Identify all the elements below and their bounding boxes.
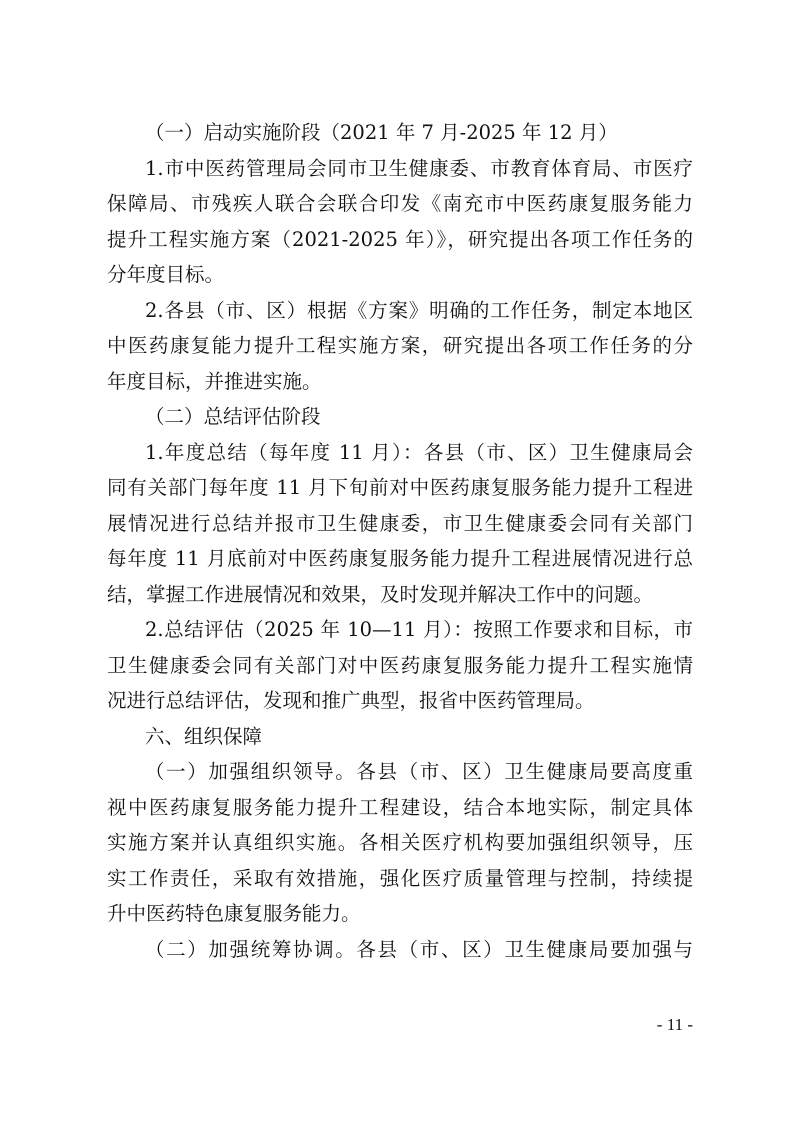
document-body [107,115,693,967]
paragraph-line: 1.年度总结（每年度 11 月）：各县（市、区）卫生健康局会 [145,440,693,464]
paragraph-line: 升中医药特色康复服务能力。 [107,902,361,925]
paragraph-line: 分年度目标。 [107,263,225,286]
paragraph-line: 实工作责任，采取有效措施，强化医疗质量管理与控制，持续提 [107,866,693,890]
paragraph-line: 1.市中医药管理局会同市卫生健康委、市教育体育局、市医疗 [145,156,693,180]
paragraph-line: 展情况进行总结并报市卫生健康委，市卫生健康委会同有关部门 [107,511,693,535]
paragraph-line: 视中医药康复服务能力提升工程建设，结合本地实际，制定具体 [107,795,693,819]
section-heading-phase-one: （一）启动实施阶段（2021 年 7 月-2025 年 12 月） [145,121,618,144]
paragraph-line: 结，掌握工作进展情况和效果，及时发现并解决工作中的问题。 [107,582,654,606]
paragraph-line: 提升工程实施方案（2021-2025 年）》，研究提出各项工作任务的 [107,227,693,251]
section-heading-phase-two: （二）总结评估阶段 [145,405,321,428]
page-number: - 11 - [656,1015,693,1034]
paragraph-line: 况进行总结评估，发现和推广典型，报省中医药管理局。 [107,689,595,712]
paragraph-line: 2.总结评估（2025 年 10—11 月）：按照工作要求和目标，市 [145,618,693,641]
paragraph-line: 每年度 11 月底前对中医药康复服务能力提升工程进展情况进行总 [107,547,693,570]
paragraph-line: （一）加强组织领导。各县（市、区）卫生健康局要高度重 [145,760,693,783]
paragraph-line: 保障局、市残疾人联合会联合印发《南充市中医药康复服务能力 [107,192,693,215]
section-heading-organization: 六、组织保障 [145,724,263,748]
paragraph-line: 卫生健康委会同有关部门对中医药康复服务能力提升工程实施情 [107,653,693,677]
paragraph-line: 中医药康复能力提升工程实施方案，研究提出各项工作任务的分 [107,334,693,357]
paragraph-line: （二）加强统筹协调。各县（市、区）卫生健康局要加强与 [145,937,693,961]
paragraph-line: 实施方案并认真组织实施。各相关医疗机构要加强组织领导，压 [107,831,693,854]
paragraph-line: 2.各县（市、区）根据《方案》明确的工作任务，制定本地区 [145,298,693,322]
paragraph-line: 年度目标，并推进实施。 [107,369,322,393]
paragraph-line: 同有关部门每年度 11 月下旬前对中医药康复服务能力提升工程进 [107,476,693,499]
